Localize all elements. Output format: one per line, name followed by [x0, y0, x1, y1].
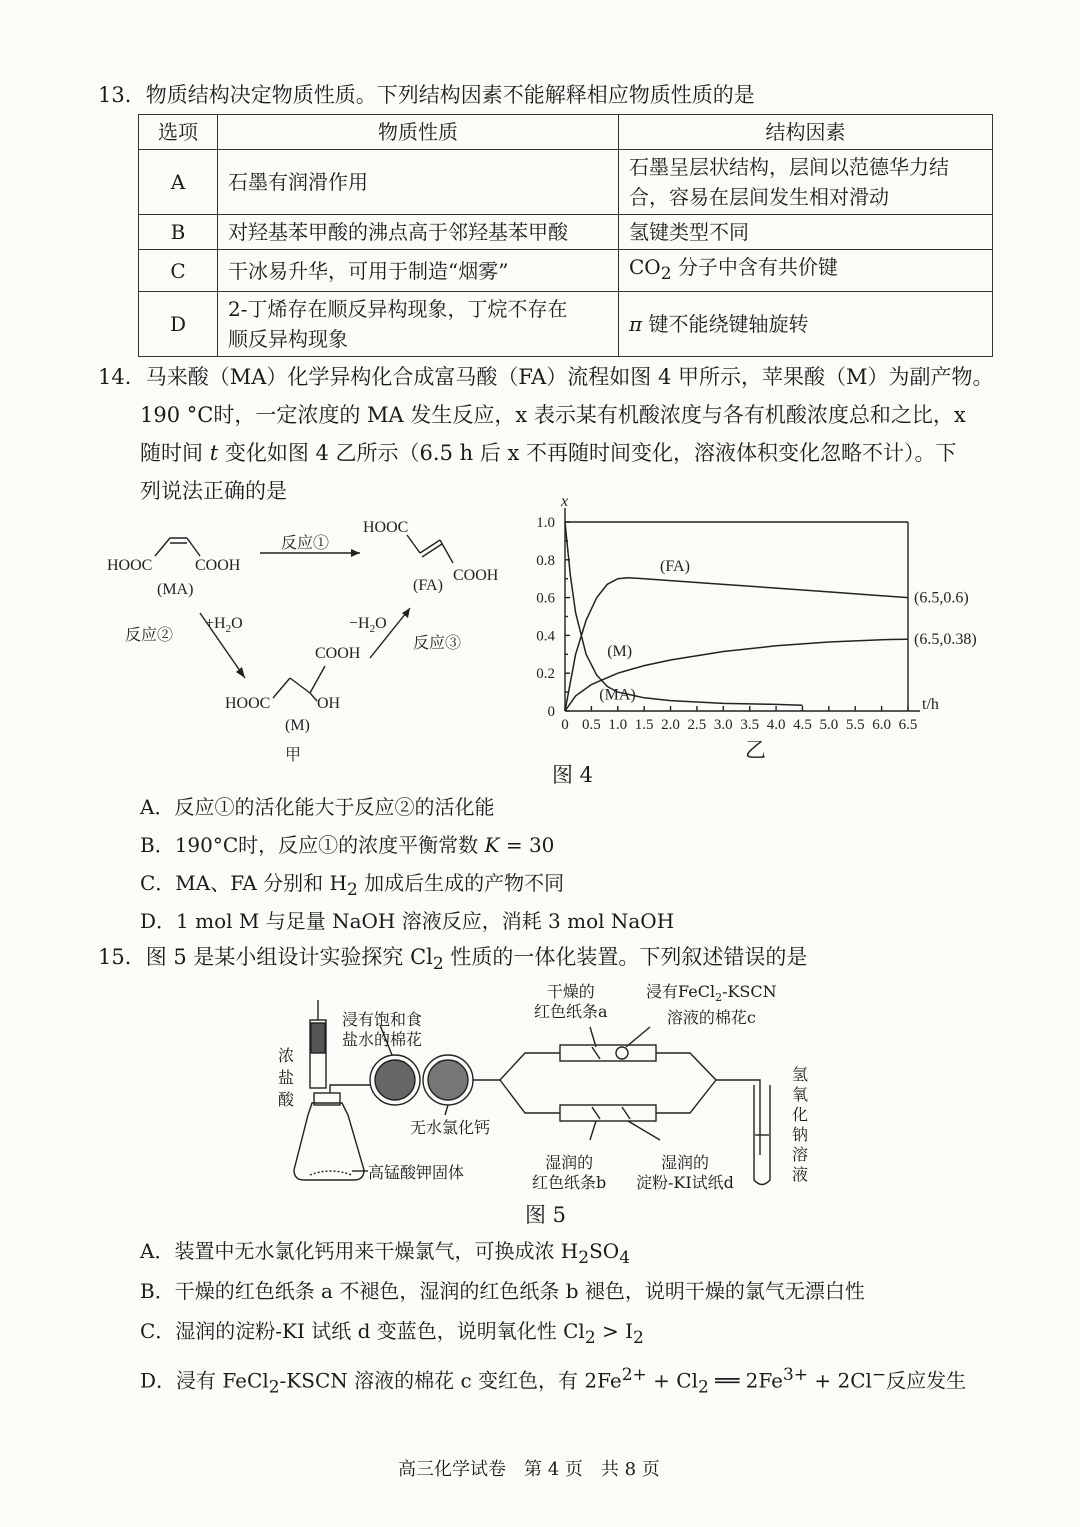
label-char: 盐	[278, 1068, 295, 1087]
chart-caption: 乙	[745, 738, 766, 762]
wet-ki-paper-d	[622, 1107, 630, 1119]
ma-bond	[187, 538, 200, 556]
m-cooh: COOH	[315, 645, 361, 662]
subscript: 2	[697, 1377, 709, 1398]
superscript: 2+	[621, 1365, 647, 1385]
equals-sign: ══	[708, 1368, 746, 1393]
fig5-caption: 图 5	[525, 1203, 567, 1227]
y-tick-label: 0	[547, 704, 555, 720]
series-label: (MA)	[599, 686, 636, 704]
upper-tube	[473, 1053, 560, 1080]
wet-red-paper-b	[592, 1107, 600, 1119]
q14-line-3	[140, 438, 957, 468]
subscript: 2	[432, 954, 444, 975]
fa-bond	[407, 535, 420, 553]
x-axis-label: t/h	[922, 696, 939, 713]
upper-exit-tube	[656, 1053, 716, 1080]
text: D．浸有 FeCl	[140, 1368, 269, 1393]
series-label: (M)	[607, 643, 633, 661]
q15-option-b: B．干燥的红色纸条 a 不褪色，湿润的红色纸条 b 褪色，说明干燥的氯气无漂白性	[140, 1279, 865, 1303]
x-tick-label: 6.0	[872, 717, 891, 733]
annotation-m-end: (6.5,0.38)	[914, 631, 977, 649]
label-kmno4: 高锰酸钾固体	[368, 1163, 465, 1182]
var-t: t	[209, 441, 219, 465]
x-tick-label: 4.0	[766, 717, 786, 733]
label-reaction-2: 反应②	[125, 627, 174, 644]
header-property: 物质性质	[218, 115, 619, 150]
label-saturated-nacl	[342, 1010, 422, 1050]
label-minus-water: $-H_2O$	[349, 615, 387, 635]
q13-table	[138, 114, 993, 357]
arrowhead	[351, 549, 360, 557]
chart-axes	[565, 508, 920, 711]
q14-option-a: A．反应①的活化能大于反应②的活化能	[140, 795, 495, 819]
label-char: 浓	[278, 1046, 295, 1065]
row-property: 对羟基苯甲酸的沸点高于邻羟基苯甲酸	[218, 215, 619, 250]
text: A．装置中无水氯化钙用来干燥氯气，可换成浓 H	[140, 1239, 579, 1263]
table-row	[139, 292, 993, 357]
subscript: 2	[578, 1248, 590, 1268]
subscript: 2	[715, 991, 723, 1005]
label-line: 浸有饱和食	[342, 1010, 423, 1029]
table-header-row	[139, 115, 993, 150]
table-row	[139, 250, 993, 292]
m-bond	[310, 666, 325, 693]
chart-ticks	[536, 515, 917, 733]
series-label: (FA)	[659, 558, 690, 576]
x-tick-label: 2.5	[687, 717, 707, 733]
row-property	[218, 292, 619, 357]
row-option: D	[139, 292, 218, 357]
subscript: 2	[660, 264, 672, 284]
label-plus-water: $+H_2O$	[205, 615, 243, 635]
label-char: 化	[792, 1105, 809, 1124]
fa-hooc: HOOC	[363, 519, 409, 536]
label-conc-hcl	[278, 1045, 294, 1111]
text: 浸有FeCl	[646, 982, 716, 1001]
text: 反应发生	[886, 1368, 967, 1393]
row-property: 干冰易升华，可用于制造“烟雾”	[218, 250, 619, 292]
y-tick-label: 0.8	[536, 552, 555, 569]
label-line: 红色纸条a	[534, 1002, 608, 1021]
lower-exit-tube	[656, 1080, 716, 1113]
lower-tube	[500, 1080, 560, 1113]
q15-stem	[98, 942, 807, 979]
fa-bond	[440, 540, 453, 563]
subscript: 2	[346, 880, 358, 900]
row-property: 石墨有润滑作用	[218, 150, 619, 215]
x-tick-label: 1.5	[634, 717, 654, 733]
m-label: (M)	[285, 717, 310, 734]
y-axis-label: x	[561, 493, 569, 510]
m-oh: OH	[317, 695, 341, 712]
label-char: 溶	[792, 1145, 809, 1164]
syringe-fill	[311, 1023, 325, 1053]
leader-line	[590, 1027, 596, 1047]
label-line: 溶液的棉花c	[666, 1008, 756, 1028]
text: > I	[595, 1319, 634, 1343]
chart-labels	[560, 493, 977, 713]
reaction-scheme	[95, 508, 525, 773]
x-tick-label: 4.5	[793, 717, 812, 733]
text: 变化如图 4 乙所示（6.5 h 后 x 不再随时间变化，溶液体积变化忽略不计）。下	[218, 441, 957, 465]
x-tick-label: 3.0	[713, 717, 733, 733]
label-line: 湿润的	[660, 1153, 709, 1172]
x-tick-label: 5.5	[845, 717, 865, 733]
leader-line	[626, 1027, 650, 1047]
y-tick-label: 1.0	[536, 515, 555, 531]
pi-symbol: π	[629, 312, 643, 336]
text: 性质的一体化装置。下列叙述错误的是	[443, 945, 808, 969]
x-tick-label: 5.0	[819, 717, 839, 733]
label-line: 盐水的棉花	[342, 1030, 423, 1049]
label-anhydrous-cacl2: 无水氯化钙	[410, 1118, 491, 1137]
label-fecl2-cotton-c	[646, 982, 777, 1028]
label-char: 氧	[792, 1085, 809, 1104]
chart-series	[565, 522, 908, 711]
arrowhead	[236, 667, 245, 678]
structure-text: 分子中含有共价键	[671, 255, 838, 279]
label-wet-paper-b	[532, 1153, 606, 1193]
q14-option-d: D．1 mol M 与足量 NaOH 溶液反应，消耗 3 mol NaOH	[140, 909, 675, 933]
ma-cooh: COOH	[195, 557, 241, 574]
structure-line: 石墨呈层状结构，层间以范德华力结	[629, 155, 949, 179]
y-tick-label: 0.2	[536, 666, 555, 683]
text: -KSCN 溶液的棉花 c 变红色，有 2Fe	[279, 1368, 622, 1393]
text: B．190°C时，反应①的浓度平衡常数	[140, 833, 485, 857]
annotation-fa-end: (6.5,0.6)	[914, 589, 969, 607]
fa-cooh: COOH	[453, 567, 499, 584]
conical-flask	[294, 1103, 364, 1180]
row-option: B	[139, 215, 218, 250]
text: 随时间	[140, 441, 210, 465]
superscript: 3+	[782, 1365, 808, 1385]
row-option: A	[139, 150, 218, 215]
table-row	[139, 215, 993, 250]
property-line: 2-丁烯存在顺反异构现象，丁烷不存在	[228, 297, 568, 321]
q15-option-d	[140, 1360, 966, 1403]
series-line-ma	[565, 522, 803, 705]
header-option: 选项	[139, 115, 218, 150]
text: -KSCN	[722, 982, 777, 1001]
subscript: 2	[268, 1377, 280, 1398]
label-char: 液	[792, 1165, 809, 1184]
chart-fig4	[525, 492, 1005, 762]
var-k: K	[484, 833, 500, 857]
header-structure: 结构因素	[619, 115, 993, 150]
q15-option-c	[140, 1316, 644, 1353]
leader-line	[590, 1121, 596, 1140]
text: + 2Cl	[808, 1368, 872, 1393]
row-structure	[619, 150, 993, 215]
row-structure	[619, 292, 993, 357]
subscript: 2	[584, 1328, 596, 1348]
label-wet-ki-d	[636, 1153, 734, 1193]
text: 15．图 5 是某小组设计实验探究 Cl	[98, 945, 433, 969]
dry-red-paper-a	[592, 1047, 600, 1059]
text: SO	[589, 1239, 620, 1263]
x-tick-label: 0	[561, 717, 569, 733]
fig4-caption: 图 4	[552, 763, 594, 787]
label-char: 酸	[278, 1090, 295, 1109]
formula-co2: CO	[629, 255, 661, 279]
q14-line-1: 14．马来酸（MA）化学异构化合成富马酸（FA）流程如图 4 甲所示，苹果酸（M）为副产物。	[98, 365, 994, 389]
text: = 30	[499, 833, 555, 857]
subscript: 4	[619, 1248, 631, 1268]
q14-option-c	[140, 868, 564, 905]
bulb-packing-1	[375, 1060, 415, 1100]
label-char: 钠	[792, 1125, 809, 1144]
q13-stem: 13．物质结构决定物质性质。下列结构因素不能解释相应物质性质的是	[98, 83, 755, 107]
text: C．湿润的淀粉-KI 试纸 d 变蓝色，说明氧化性 Cl	[140, 1319, 585, 1343]
bulb-packing-2	[428, 1060, 468, 1100]
gas-tube	[330, 1085, 370, 1093]
ma-bond	[155, 538, 170, 556]
q14-line-2: 190 °C时，一定浓度的 MA 发生反应，x 表示某有机酸浓度与各有机酸浓度总和之比，x	[140, 403, 966, 427]
structure-line: 合，容易在层间发生相对滑动	[629, 185, 889, 209]
row-structure	[619, 250, 993, 292]
q14-option-b	[140, 830, 554, 860]
structure-text: 键不能绕键轴旋转	[642, 312, 809, 336]
text: C．MA、FA 分别和 H	[140, 871, 347, 895]
ma-label: (MA)	[157, 581, 194, 598]
y-tick-label: 0.6	[536, 590, 555, 607]
text: + Cl	[646, 1368, 698, 1393]
row-option: C	[139, 250, 218, 292]
label-reaction-1: 反应①	[281, 535, 330, 552]
subscript: 2	[633, 1328, 644, 1348]
lower-glass-tube	[560, 1105, 656, 1121]
text: 加成后生成的产物不同	[357, 871, 565, 895]
q14-line-4: 列说法正确的是	[140, 479, 287, 503]
label-line: 湿润的	[545, 1153, 594, 1172]
m-bond	[310, 693, 317, 701]
x-tick-label: 3.5	[740, 717, 760, 733]
x-tick-label: 6.5	[898, 717, 918, 733]
cotton-c	[616, 1047, 628, 1059]
ma-hooc: HOOC	[107, 557, 153, 574]
m-bond	[273, 678, 290, 698]
scheme-caption: 甲	[285, 747, 302, 764]
table-row	[139, 150, 993, 215]
x-tick-label: 2.0	[661, 717, 680, 733]
m-bond	[290, 678, 310, 693]
label-reaction-3: 反应③	[413, 635, 462, 652]
label-line	[646, 982, 777, 1008]
text: 2Fe	[745, 1368, 783, 1393]
x-tick-label: 0.5	[582, 717, 601, 733]
leader-line	[445, 1105, 448, 1115]
label-dry-paper-a	[534, 982, 608, 1022]
fa-label: (FA)	[413, 577, 443, 594]
label-line: 干燥的	[546, 982, 595, 1001]
upper-glass-tube	[560, 1045, 656, 1061]
label-naoh-solution	[792, 1065, 808, 1185]
superscript: −	[871, 1365, 887, 1385]
page-footer: 高三化学试卷 第 4 页 共 8 页	[398, 1459, 660, 1480]
q15-option-a	[140, 1236, 630, 1273]
y-tick-label: 0.4	[536, 628, 555, 645]
property-line: 顺反异构现象	[228, 327, 348, 351]
kmno4-solid	[310, 1171, 352, 1175]
x-tick-label: 1.0	[608, 717, 628, 733]
label-line: 淀粉-KI试纸d	[636, 1173, 734, 1192]
leader-line	[628, 1121, 660, 1140]
row-structure: 氢键类型不同	[619, 215, 993, 250]
m-hooc: HOOC	[225, 695, 271, 712]
label-line: 红色纸条b	[532, 1173, 607, 1192]
label-char: 氢	[792, 1065, 809, 1084]
